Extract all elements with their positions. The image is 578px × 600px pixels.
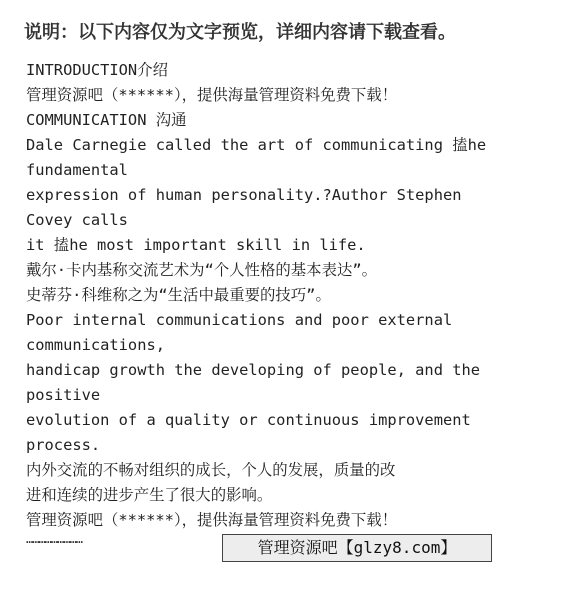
- document-line: fundamental: [26, 161, 128, 179]
- document-line: positive: [26, 386, 101, 404]
- document-line: COMMUNICATION 沟通: [26, 111, 187, 129]
- ellipsis-dots: ………………………: [26, 532, 83, 546]
- document-line: Covey calls: [26, 211, 128, 229]
- document-line: it 搕he most important skill in life.: [26, 236, 366, 254]
- preview-notice: 说明：以下内容仅为文字预览，详细内容请下载查看。: [24, 22, 456, 43]
- document-body: [26, 58, 566, 533]
- document-line: 戴尔·卡内基称交流艺术为“个人性格的基本表达”。: [26, 261, 378, 279]
- document-line: INTRODUCTION介绍: [26, 61, 168, 79]
- document-line: 内外交流的不畅对组织的成长，个人的发展，质量的改: [26, 461, 396, 479]
- document-line: Dale Carnegie called the art of communicating 搕he: [26, 136, 487, 154]
- document-line: process.: [26, 436, 101, 454]
- document-line: 管理资源吧（******），提供海量管理资料免费下载！: [26, 86, 398, 104]
- site-banner[interactable]: 管理资源吧【glzy8.com】: [222, 534, 492, 562]
- document-line: communications,: [26, 336, 165, 354]
- document-line: Poor internal communications and poor external: [26, 311, 453, 329]
- document-line: expression of human personality.?Author Stephen: [26, 186, 462, 204]
- document-line: evolution of a quality or continuous improvement: [26, 411, 471, 429]
- document-line: 进和连续的进步产生了很大的影响。: [26, 486, 273, 504]
- document-line: 史蒂芬·科维称之为“生活中最重要的技巧”。: [26, 286, 331, 304]
- document-line: handicap growth the developing of people, and the: [26, 361, 481, 379]
- document-line: 管理资源吧（******），提供海量管理资料免费下载！: [26, 511, 398, 529]
